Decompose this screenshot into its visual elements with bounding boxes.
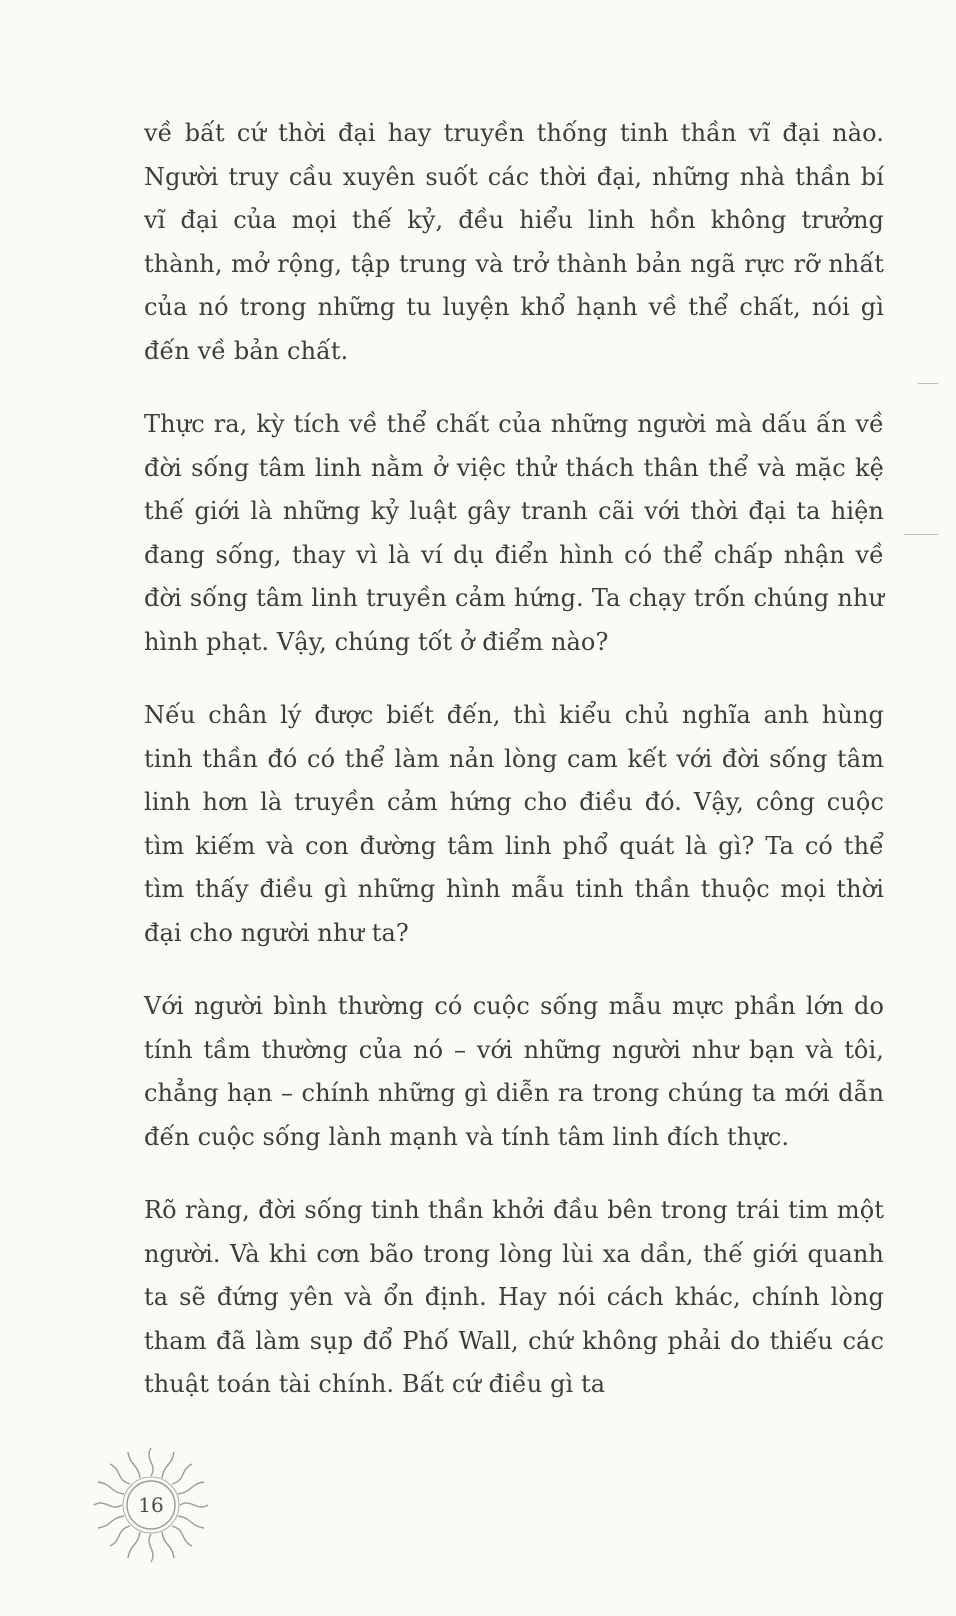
paragraph-5: Rõ ràng, đời sống tinh thần khởi đầu bên trong trái tim một người. Và khi cơn bão trong lòng lùi xa dần, thế giới quanh ta sẽ đứng yên và ổn định. Hay nói cách khác, chính lòng tham đã làm sụp đổ Phố Wall, chứ không phải do thiếu các thuật toán tài chính. Bất cứ điều gì ta <box>144 1196 884 1398</box>
paragraph-3: Nếu chân lý được biết đến, thì kiểu chủ nghĩa anh hùng tinh thần đó có thể làm nản lòng cam kết với đời sống tâm linh hơn là truyền cảm hứng cho điều đó. Vậy, công cuộc tìm kiếm và con đường tâm linh phổ quát là gì? Ta có thể tìm thấy điều gì những hình mẫu tinh thần thuộc mọi thời đại cho người như ta? <box>144 701 884 947</box>
crop-mark <box>904 534 938 535</box>
crop-mark <box>918 383 938 384</box>
paragraph-1: về bất cứ thời đại hay truyền thống tinh thần vĩ đại nào. Người truy cầu xuyên suốt các thời đại, những nhà thần bí vĩ đại của mọi thế kỷ, đều hiểu linh hồn không trưởng thành, mở rộng, tập trung và trở thành bản ngã rực rỡ nhất của nó trong những tu luyện khổ hạnh về thể chất, nói gì đến về bản chất. <box>144 119 884 365</box>
page-number: 16 <box>138 1493 164 1517</box>
body-text <box>144 112 884 1407</box>
paragraph-4: Với người bình thường có cuộc sống mẫu mực phần lớn do tính tầm thường của nó – với những người như bạn và tôi, chẳng hạn – chính những gì diễn ra trong chúng ta mới dẫn đến cuộc sống lành mạnh và tính tâm linh đích thực. <box>144 992 884 1151</box>
paragraph-2: Thực ra, kỳ tích về thể chất của những người mà dấu ấn về đời sống tâm linh nằm ở việc thử thách thân thể và mặc kệ thế giới là những kỷ luật gây tranh cãi với thời đại ta hiện đang sống, thay vì là ví dụ điển hình có thể chấp nhận về đời sống tâm linh truyền cảm hứng. Ta chạy trốn chúng như hình phạt. Vậy, chúng tốt ở điểm nào? <box>144 410 884 656</box>
